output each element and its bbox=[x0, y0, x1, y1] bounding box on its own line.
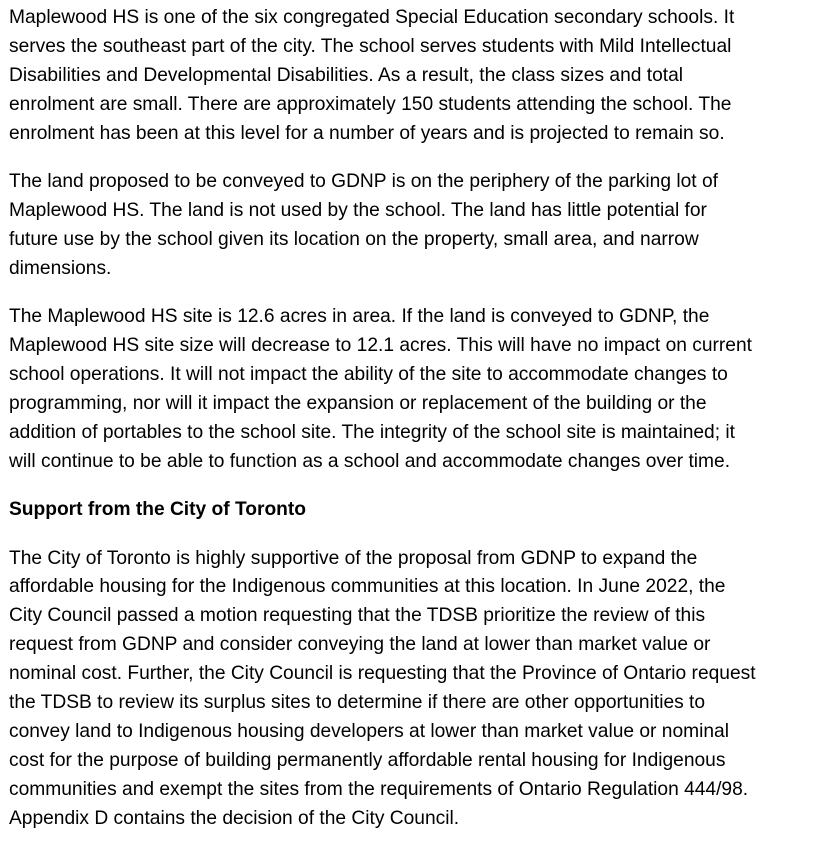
text-line: The land proposed to be conveyed to GDNP is on the periphery of the parking lot of bbox=[9, 171, 718, 193]
document-page bbox=[9, 4, 809, 853]
text-line: cost for the purpose of building permanently affordable rental housing for Indigenous bbox=[9, 749, 726, 771]
text-line: serves the southeast part of the city. The school serves students with Mild Intellectual bbox=[9, 35, 732, 57]
text-line: nominal cost. Further, the City Council is requesting that the Province of Ontario request bbox=[9, 663, 756, 685]
text-line: will continue to be able to function as a school and accommodate changes over time. bbox=[9, 450, 731, 472]
text-line: convey land to Indigenous housing developers at lower than market value or nominal bbox=[9, 720, 729, 742]
text-line: The Maplewood HS site is 12.6 acres in area. If the land is conveyed to GDNP, the bbox=[9, 306, 710, 328]
text-line: communities and exempt the sites from the requirements of Ontario Regulation 444/98. bbox=[9, 778, 749, 800]
text-line: The City of Toronto is highly supportive of the proposal from GDNP to expand the bbox=[9, 547, 698, 569]
text-line: affordable housing for the Indigenous communities at this location. In June 2022, the bbox=[9, 576, 726, 598]
text-line: school operations. It will not impact the ability of the site to accommodate changes to bbox=[9, 363, 728, 385]
paragraph-land-proposal bbox=[9, 168, 809, 284]
text-line: enrolment has been at this level for a number of years and is projected to remain so. bbox=[9, 122, 725, 144]
text-line: City Council passed a motion requesting that the TDSB prioritize the review of this bbox=[9, 605, 706, 627]
paragraph-school-overview bbox=[9, 4, 809, 149]
text-line: addition of portables to the school site. The integrity of the school site is maintained; it bbox=[9, 421, 735, 443]
text-line: enrolment are small. There are approximately 150 students attending the school. The bbox=[9, 93, 732, 115]
text-line: Appendix D contains the decision of the City Council. bbox=[9, 807, 460, 829]
text-line: Maplewood HS. The land is not used by the school. The land has little potential for bbox=[9, 199, 707, 221]
section-heading: Support from the City of Toronto bbox=[9, 499, 307, 521]
text-line: the TDSB to review its surplus sites to determine if there are other opportunities to bbox=[9, 692, 706, 714]
text-line: Maplewood HS is one of the six congregated Special Education secondary schools. It bbox=[9, 7, 735, 28]
paragraph-city-support bbox=[9, 545, 809, 834]
text-line: programming, nor will it impact the expansion or replacement of the building or the bbox=[9, 392, 707, 414]
text-line: future use by the school given its location on the property, small area, and narrow bbox=[9, 228, 699, 250]
text-line: request from GDNP and consider conveying the land at lower than market value or bbox=[9, 634, 711, 656]
text-line: Maplewood HS site size will decrease to 12.1 acres. This will have no impact on current bbox=[9, 335, 752, 357]
paragraph-site-size bbox=[9, 303, 809, 476]
text-line: dimensions. bbox=[9, 257, 112, 279]
text-line: Disabilities and Developmental Disabilities. As a result, the class sizes and total bbox=[9, 64, 684, 86]
